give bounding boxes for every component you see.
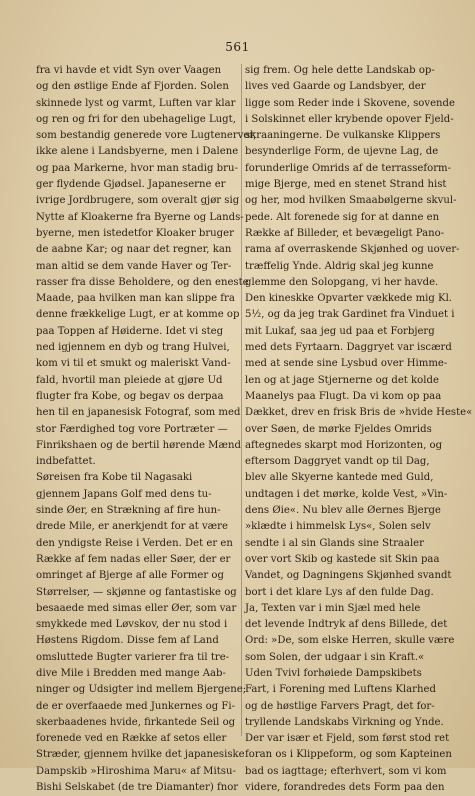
text-line: Størrelser, — skjønne og fantastiske og — [36, 586, 237, 598]
text-line: glemme den Solopgang, vi her havde. — [245, 276, 439, 288]
text-line: Række af fem nadas eller Søer, der er — [36, 553, 231, 565]
text-line: skraaningerne. De vulkanske Klippers — [245, 130, 441, 142]
text-line: drede Mile, er anerkjendt for at være — [36, 521, 228, 533]
text-line: som Solen, der udgaar i sin Kraft.« — [245, 651, 425, 663]
text-line: ikke alene i Landsbyerne, men i Dalene — [36, 146, 239, 158]
text-line: den yndigste Reise i Verden. Det er en — [36, 537, 233, 549]
text-line: ger flydende Gjødsel. Japaneserne er — [36, 179, 226, 191]
text-line: Bishi Selskabet (de tre Diamanter) fnor — [36, 782, 239, 794]
text-line: ivrige Jordbrugere, som overalt gjør sig — [36, 195, 240, 207]
text-line: kom vi til et smukt og maleriskt Vand- — [36, 358, 231, 370]
text-line: bad os iagttage; efterhvert, som vi kom — [245, 765, 447, 777]
text-line: ligge som Reder inde i Skovene, sovende — [245, 97, 455, 109]
text-line: man altid se dem vande Haver og Ter- — [36, 260, 232, 272]
text-line: med at sende sine Lysbud over Himme- — [245, 358, 448, 370]
text-line: de aabne Kar; og naar det regner, kan — [36, 244, 232, 256]
text-line: over vort Skib og kastede sit Skin paa — [245, 553, 440, 565]
text-line: over Søen, de mørke Fjeldes Omrids — [245, 423, 432, 435]
text-line: rama af overraskende Skjønhed og uover- — [245, 244, 460, 256]
text-line: og de høstlige Farvers Pragt, det for- — [245, 700, 435, 712]
text-line: Stræder, gjennem hvilke det japanesiske — [36, 749, 245, 761]
text-line: det levende Indtryk af dens Billede, det — [245, 619, 448, 631]
left-text-column — [36, 63, 257, 796]
text-line: Maanelys paa Flugt. Da vi kom op paa — [245, 390, 442, 402]
text-line: med dets Fyrtaarn. Daggryet var iscærd — [245, 342, 452, 354]
text-line: Nytte af Kloakerne fra Byerne og Lands- — [36, 211, 244, 223]
text-line: Høstens Rigdom. Disse fem af Land — [36, 635, 219, 647]
text-line: og den østlige Ende af Fjorden. Solen — [36, 81, 229, 93]
text-line: 5½, og da jeg trak Gardinet fra Vinduet i — [245, 309, 455, 321]
text-line: ninger og Udsigter ind mellem Bjergene; — [36, 684, 247, 696]
text-line: pede. Alt forenede sig for at danne en — [245, 211, 440, 223]
text-line: hen til en japanesisk Fotograf, som med — [36, 407, 241, 419]
column-divider — [241, 64, 242, 736]
text-line: ned igjennem en dyb og trang Hulvei, — [36, 342, 230, 354]
text-line: stor Færdighed tog vore Portræter — — [36, 423, 228, 435]
text-line: gjennem Japans Golf med dens tu- — [36, 488, 212, 500]
text-line: i Solskinnet eller krybende opover Fjeld- — [245, 113, 454, 125]
text-line: Ja, Texten var i min Sjæl med hele — [245, 602, 421, 614]
text-line: blev alle Skyerne kantede med Guld, — [245, 472, 434, 484]
text-line: som bestandig generede vore Lugtenerver, — [36, 130, 257, 142]
text-line: eftersom Daggryet vandt op til Dag, — [245, 456, 430, 468]
text-line: rasser fra disse Beholdere, og den eneste — [36, 276, 249, 288]
text-line: de er overfaaede med Junkernes og Fi- — [36, 700, 236, 712]
text-line: og ren og fri for den ubehagelige Lugt, — [36, 113, 236, 125]
text-line: Række af Billeder, et bevægeligt Pano- — [245, 227, 445, 239]
text-line: træffelig Ynde. Aldrig skal jeg kunne — [245, 260, 434, 272]
text-line: Finrikshaen og de bertil hørende Mænd — [36, 439, 241, 451]
text-line: »klædte i himmelsk Lys«, Solen selv — [245, 521, 431, 533]
text-line: sinde Øer, en Strækning af fire hun- — [36, 505, 221, 517]
text-line: Uden Tvivl forhøiede Dampskibets — [245, 667, 422, 679]
text-line: fra vi havde et vidt Syn over Vaagen — [36, 65, 222, 76]
text-line: besaaede med simas eller Øer, som var — [36, 602, 237, 614]
text-line: Fart, i Forening med Luftens Klarhed — [245, 684, 436, 696]
text-line: Søreisen fra Kobe til Nagasaki — [36, 472, 193, 484]
text-line: mit Lukaf, saa jeg ud paa et Forbjerg — [245, 325, 435, 337]
text-line: besynderlige Form, de ujevne Lag, de — [245, 146, 439, 158]
text-line: sig frem. Og hele dette Landskab op- — [245, 65, 435, 76]
text-line: og her, mod hvilken Smaabølgerne skvul- — [245, 195, 457, 207]
text-line: fald, hvortil man pleiede at gjøre Ud — [36, 374, 223, 386]
text-line: videre, forandredes dets Form paa den — [245, 782, 445, 794]
text-line: sendte i al sin Glands sine Straaler — [245, 537, 424, 549]
text-line: denne frækkelige Lugt, er at komme op — [36, 309, 240, 321]
text-line: Dampskib »Hiroshima Maru« af Mitsu- — [36, 765, 236, 777]
text-line: byerne, men istedetfor Kloaker bruger — [36, 227, 234, 239]
text-line: undtagen i det mørke, kolde Vest, »Vin- — [245, 488, 448, 500]
right-text-column — [245, 63, 473, 796]
text-line: Der var især et Fjeld, som først stod ret — [245, 733, 450, 745]
text-line: indbefattet. — [36, 456, 96, 468]
text-line: bort i det klare Lys af den fulde Dag. — [245, 586, 434, 598]
text-line: skinnede lyst og varmt, Luften var klar — [36, 97, 236, 109]
text-line: Den kineskke Opvarter vækkede mig Kl. — [245, 293, 453, 305]
text-line: forenede ved en Række af setos eller — [36, 733, 227, 745]
text-line: len og at jage Stjernerne og det kolde — [245, 374, 439, 386]
text-line: forunderlige Omrids af de terrasseform- — [245, 162, 452, 174]
text-line: foran os i Klippeform, og som Kapteinen — [245, 749, 452, 761]
text-line: aftegnedes skarpt mod Horizonten, og — [245, 439, 443, 451]
text-line: og paa Markerne, hvor man stadig bru- — [36, 162, 238, 174]
text-line: dens Øie«. Nu blev alle Øernes Bjerge — [245, 505, 441, 517]
text-line: omringet af Bjerge af alle Former og — [36, 570, 224, 582]
text-line: paa Toppen af Høiderne. Idet vi steg — [36, 325, 224, 337]
text-line: omsluttede Bugter varierer fra til tre- — [36, 651, 230, 663]
text-line: flugter fra Kobe, og begav os derpaa — [36, 390, 224, 402]
text-line: smykkede med Løvskov, der nu stod i — [36, 619, 228, 631]
text-line: dive Mile i Bredden med mange Aab- — [36, 667, 226, 679]
text-line: mige Bjerge, med en stenet Strand hist — [245, 179, 447, 191]
text-line: skerbaadenes hvide, firkantede Seil og — [36, 716, 236, 728]
text-line: Maade, paa hvilken man kan slippe fra — [36, 293, 235, 305]
text-line: lives ved Gaarde og Landsbyer, der — [245, 81, 426, 93]
text-line: tryllende Landskabs Virkning og Ynde. — [245, 716, 444, 728]
text-line: Ord: »De, som elske Herren, skulle være — [245, 635, 455, 647]
text-line: Dækket, drev en frisk Bris de »hvide Heste« — [245, 407, 473, 419]
page-number: 561 — [225, 40, 250, 54]
text-line: Vandet, og Dagningens Skjønhed svandt — [245, 570, 452, 582]
